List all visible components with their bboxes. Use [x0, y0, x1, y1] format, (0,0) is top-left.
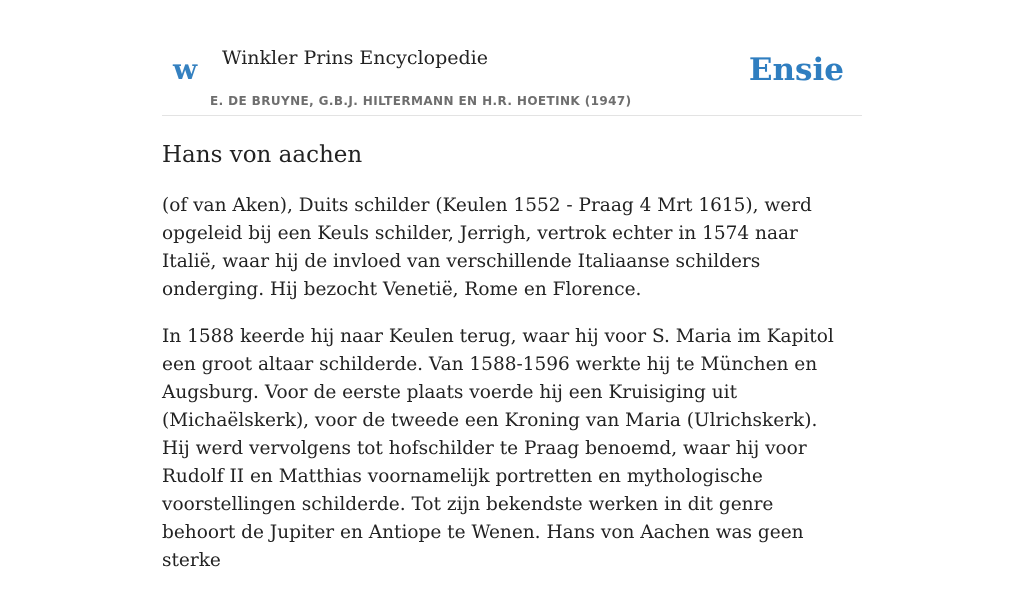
article-paragraph: In 1588 keerde hij naar Keulen terug, waar hij voor S. Maria im Kapitol een groot altaar schilderde. Van 1588-1596 werkte hij te München en Augsburg. Voor de eerste plaats voerde hij een Kruisiging uit (Michaëlskerk), voor de tweede een Kroning van Maria (Ulrichskerk). Hij werd vervolgens tot hofschilder te Praag benoemd, waar hij voor Rudolf II en Matthias voornamelijk portretten en mythologische voorstellingen schilderde. Tot zijn bekendste werken in dit genre behoort de Jupiter en Antiope te Wenen. Hans von Aachen was geen sterke — [162, 326, 834, 571]
header-divider — [162, 115, 862, 116]
encyclopedia-logo-icon[interactable]: w — [173, 53, 198, 86]
article-title: Hans von aachen — [162, 142, 363, 168]
publication-title[interactable]: Winkler Prins Encyclopedie — [222, 47, 488, 69]
article-body — [162, 192, 848, 594]
ensie-brand-logo[interactable]: Ensie — [748, 52, 844, 88]
authors-line: E. DE BRUYNE, G.B.J. HILTERMANN EN H.R. HOETINK (1947) — [210, 94, 632, 108]
article-paragraph: (of van Aken), Duits schilder (Keulen 1552 - Praag 4 Mrt 1615), werd opgeleid bij een Keuls schilder, Jerrigh, vertrok echter in 1574 naar Italië, waar hij de invloed van verschillende Italiaanse schilders onderging. Hij bezocht Venetië, Rome en Florence. — [162, 195, 812, 300]
